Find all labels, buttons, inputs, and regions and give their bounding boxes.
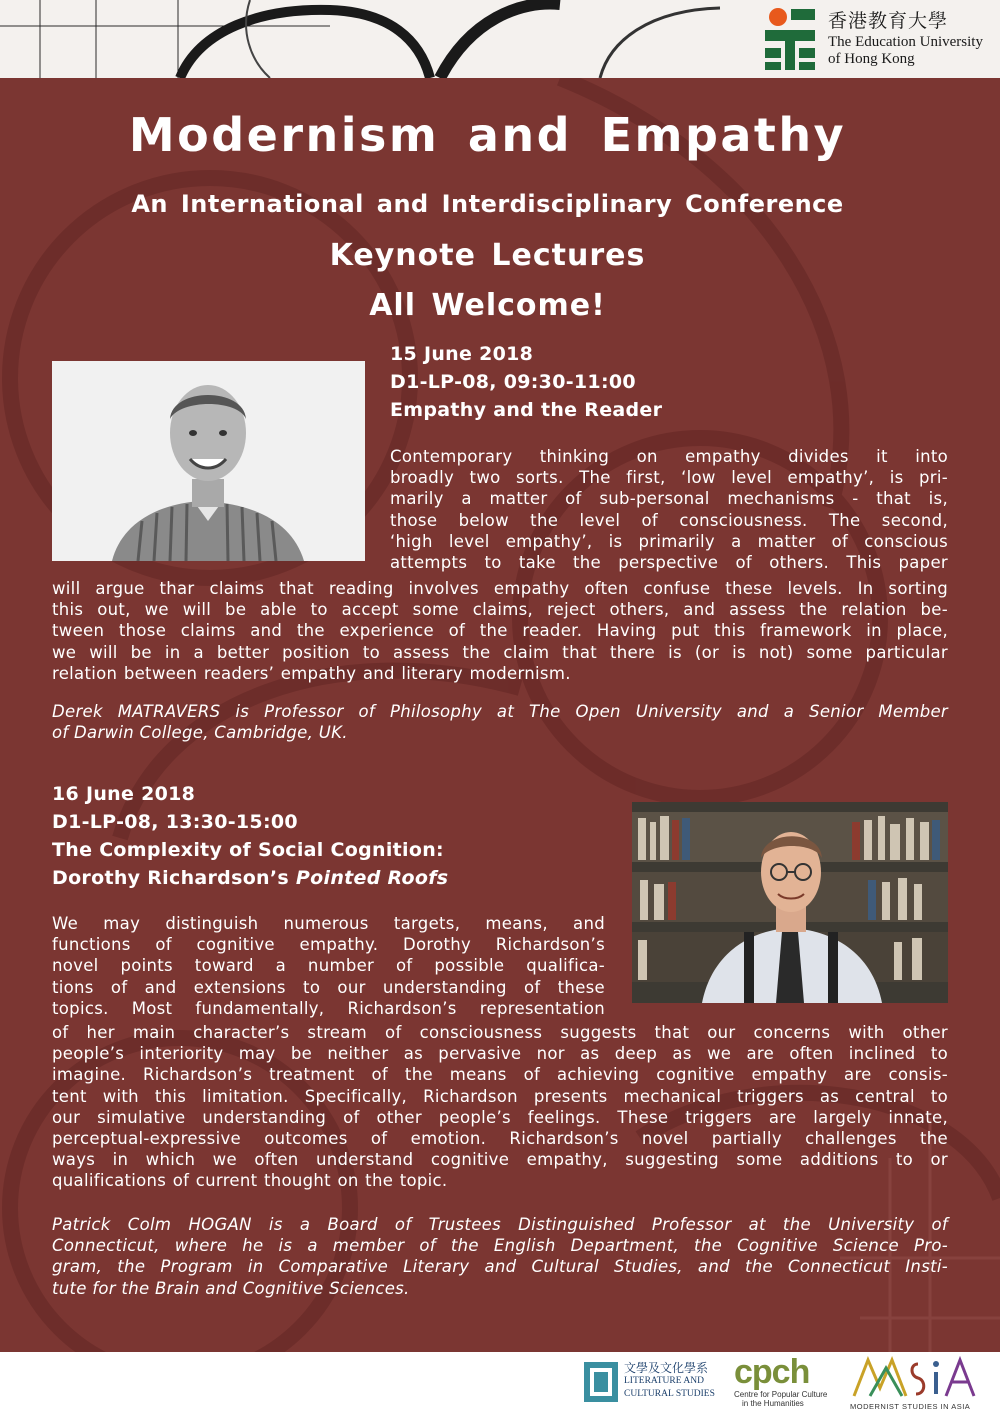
cpch-name-1: Centre for Popular Culture [734,1390,828,1399]
lecture2-title-book: Pointed Roofs [295,867,449,889]
lecture2-title-line2 [52,864,448,892]
text-line: Contemporary thinking on empathy divides it into [390,447,948,466]
text-line: topics. Most fundamentally, Richardson’s representation [52,998,605,1018]
text-line: Derek MATRAVERS is Professor of Philosophy at The Open University and a Senior Member [52,702,948,721]
lecture2-speaker-bio [52,1214,948,1299]
text-line: this out, we will be able to accept some claims, reject others, and assess the relation be- [52,600,948,620]
footer-strip [0,1352,1000,1414]
conference-subtitle: An International and Interdisciplinary Conference [131,190,844,218]
text-line: gram, the Program in Comparative Literary and Cultural Studies, and the Connecticut Insti- [52,1257,948,1277]
lecture2-date: 16 June 2018 [52,783,196,805]
text-line: people’s interiority may be neither as pervasive nor as deep as we are often inclined to [52,1044,948,1064]
text-line: of Darwin College, Cambridge, UK. [52,723,348,743]
lecture1-date: 15 June 2018 [390,343,534,365]
masia-caption: MODERNIST STUDIES IN ASIA [850,1402,971,1411]
text-line: tween those claims and the experience of the reader. Having put this framework in place, [52,621,948,641]
text-line: will argue thar claims that reading involves empathy often confuse these levels. In sorting [52,579,948,598]
text-line: we will be in a better position to assess the claim that there is (or is not) some particular [52,642,948,662]
lecture1-venue-time: D1-LP-08, 09:30-11:00 [390,371,636,393]
university-name-cn: 香港教育大學 [828,11,949,32]
text-line: our simulative understanding of other people’s feelings. These triggers are largely innate, [52,1107,948,1127]
lecture1-info [390,340,662,424]
lcs-emblem-icon [584,1362,618,1402]
text-line: those below the level of consciousness. The second, [390,510,948,530]
cpch-name-2: in the Humanities [742,1399,804,1408]
lcs-name-en-1: LITERATURE AND [624,1376,704,1386]
lecture2-title-line1: The Complexity of Social Cognition: [52,839,444,861]
text-line: relation between readers’ empathy and literary modernism. [52,663,571,683]
university-name-en-1: The Education University [828,34,983,50]
eduhk-logo [762,6,992,72]
conference-title: Modernism and Empathy [128,108,847,162]
text-line: novel points toward a number of possible qualifica- [52,956,605,976]
welcome-text: All Welcome! [369,288,606,323]
cpch-logo [734,1354,838,1412]
masia-logo [850,1354,980,1412]
lecture2-abstract-full [52,1022,948,1192]
lcs-name-en-2: CULTURAL STUDIES [624,1389,715,1399]
text-line: functions of cognitive empathy. Dorothy Richardson’s [52,935,605,955]
text-line: tute for the Brain and Cognitive Sciences. [52,1278,410,1298]
text-line: of her main character’s stream of consciousness suggests that our concerns with other [52,1023,948,1042]
speaker-photo-matravers [52,361,365,561]
lecture1-speaker-bio [52,701,948,743]
text-line: tions of and extensions to our understanding of these [52,977,605,997]
masia-emblem-icon [850,1354,980,1398]
lecture2-abstract-side [52,913,605,1019]
top-strip [0,0,1000,78]
lecture2-venue-time: D1-LP-08, 13:30-15:00 [52,811,298,833]
text-line: Connecticut, where he is a member of the English Department, the Cognitive Science Pro- [52,1236,948,1256]
lecture2-info [52,780,448,892]
speaker-photo-hogan [632,802,948,1003]
lecture1-abstract-full [52,578,948,684]
text-line: marily a matter of sub-personal mechanisms - that is, [390,489,948,509]
keynote-heading: Keynote Lectures [329,238,646,273]
text-line: perceptual-expressive outcomes of emotion. Richardson’s novel partially challenges the [52,1129,948,1149]
lecture2-title-prefix: Dorothy Richardson’s [52,867,296,889]
university-name-en-2: of Hong Kong [828,51,915,67]
text-line: qualifications of current thought on the topic. [52,1171,448,1191]
text-line: tent with this limitation. Specifically, Richardson presents mechanical triggers as central to [52,1086,948,1106]
lcs-name-cn: 文學及文化學系 [624,1361,709,1375]
text-line: attempts to take the perspective of others. This paper [390,553,948,573]
text-line: Patrick Colm HOGAN is a Board of Trustees Distinguished Professor at the University of [52,1215,948,1234]
text-line: broadly two sorts. The first, ‘low level empathy’, is pri- [390,468,948,488]
text-line: ways in which we often understand cognitive empathy, suggesting some additions to or [52,1150,948,1170]
text-line: We may distinguish numerous targets, means, and [52,914,605,933]
text-line: imagine. Richardson’s treatment of the means of achieving cognitive empathy are consis- [52,1065,948,1085]
cpch-wordmark: cpch [734,1353,810,1391]
text-line: ‘high level empathy’, is primarily a matter of conscious [390,531,948,551]
lecture1-abstract-side [390,446,948,573]
lcs-logo [584,1360,724,1406]
eduhk-emblem-icon [762,6,818,72]
lecture1-title: Empathy and the Reader [390,399,663,421]
